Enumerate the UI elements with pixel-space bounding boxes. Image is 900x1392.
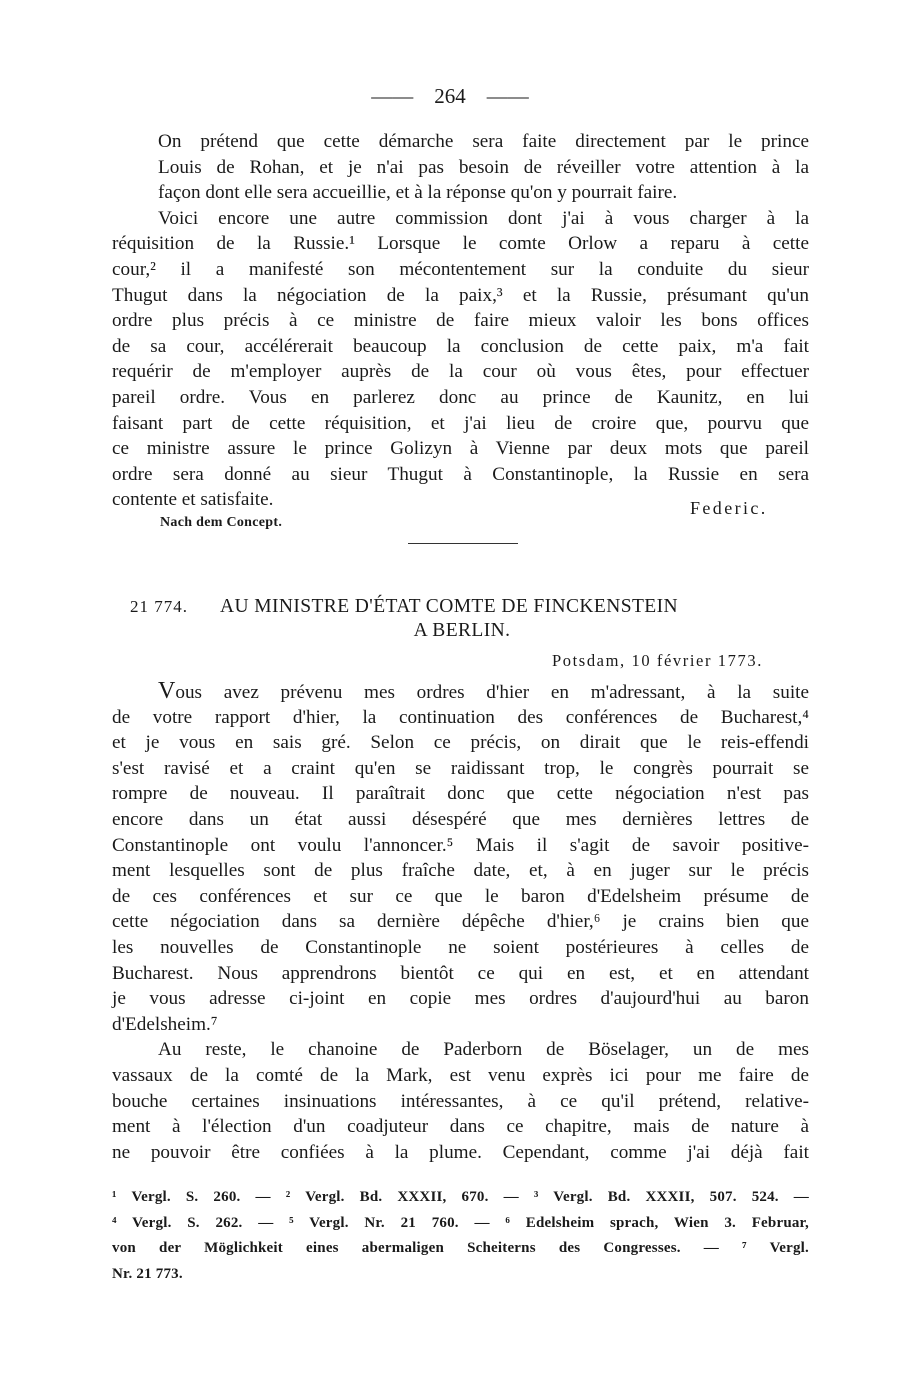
text-line: s'est ravisé et a craint qu'en se raidissant trop, le congrès pourrait se [112,757,809,779]
text-line: de votre rapport d'hier, la continuation des conférences de Bucharest,⁴ [112,706,809,728]
text-line: ne pouvoir être confiées à la plume. Cependant, comme j'ai déjà fait [112,1141,809,1163]
text-line: contente et satisfaite. [112,489,274,511]
drop-cap: V [158,678,176,704]
letter-number: 21 774. [130,597,188,616]
paragraph [112,129,809,206]
paragraph [112,206,809,513]
text-line: cette négociation dans sa dernière dépêche d'hier,⁶ je crains bien que [112,911,809,933]
paragraph [112,679,809,1037]
text-line: rompre de nouveau. Il paraîtrait donc que cette négociation n'est pas [112,783,809,805]
text-line: Constantinople ont voulu l'annoncer.⁵ Mais il s'agit de savoir positive- [112,834,809,856]
text-line: réquisition de la Russie.¹ Lorsque le comte Orlow a reparu à cette [112,233,809,255]
continued-letter-body [112,129,809,513]
text-line: ordre sera donné au sieur Thugut à Constantinople, la Russie en sera [112,463,809,485]
signature: Federic. [690,498,768,518]
page-number-dash-left: —— [371,84,414,108]
text-line: ment à l'élection d'un coadjuteur dans ce chapitre, mais de nature à [112,1116,809,1138]
text-line: encore dans un état aussi désespéré que mes dernières lettres de [112,808,809,830]
section-divider [408,543,518,544]
text-line: ordre plus précis à ce ministre de faire mieux valoir les bons offices [112,310,809,332]
text-line: et je vous en sais gré. Selon ce précis, on dirait que le reis-effendi [112,732,809,754]
text-line: Au reste, le chanoine de Paderborn de Böselager, un de mes [158,1039,809,1061]
text-line: vassaux de la comté de la Mark, est venu exprès ici pour me faire de [112,1064,809,1086]
text-line: requérir de m'employer auprès de la cour où vous êtes, pour effectuer [112,361,809,383]
footnote-line: von der Möglichkeit eines abermaligen Scheiterns des Congresses. — ⁷ Vergl. [112,1240,809,1257]
page-number: 264 [434,84,466,108]
text-line-rest: ous avez prévenu mes ordres d'hier en m'adressant, à la suite [175,682,809,703]
text-line: de ces conférences et sur ce que le baron d'Edelsheim présume de [112,885,809,907]
text-line: pareil ordre. Vous en parlerez donc au prince de Kaunitz, en lui [112,386,809,408]
text-line: faisant part de cette réquisition, et j'ai lieu de croire que, pourvu que [112,412,809,434]
letter-body [112,679,809,1165]
text-line: ment lesquelles sont de plus fraîche date, et, à en juger sur le précis [112,860,809,882]
paragraph [112,1037,809,1165]
source-note: Nach dem Concept. [160,515,283,530]
page-number-header [0,84,900,109]
footnotes [112,1188,809,1290]
text-line: Bucharest. Nous apprendrons bientôt ce qui en est, et en attendant [112,962,809,984]
text-line: ce ministre assure le prince Golizyn à Vienne par deux mots que pareil [112,438,809,460]
text-line: façon dont elle sera accueillie, et à la réponse qu'on y pourrait faire. [158,182,678,204]
text-line: Voici encore une autre commission dont j'ai à vous charger à la [158,207,809,229]
letter-dateline: Potsdam, 10 février 1773. [552,651,763,670]
page-number-dash-right: —— [486,84,529,108]
text-line: je vous adresse ci-joint en copie mes ordres d'aujourd'hui au baron [112,988,809,1010]
text-line: bouche certaines insinuations intéressantes, à ce qu'il prétend, relative- [112,1090,809,1112]
text-line: cour,² il a manifesté son mécontentement sur la conduite du sieur [112,258,809,280]
text-line: d'Edelsheim.⁷ [112,1013,218,1035]
letter-title-line-1: AU MINISTRE D'ÉTAT COMTE DE FINCKENSTEIN [220,596,678,617]
text-line: de sa cour, accélérerait beaucoup la conclusion de cette paix, m'a fait [112,335,809,357]
footnote-line: ¹ Vergl. S. 260. — ² Vergl. Bd. XXXII, 670. — ³ Vergl. Bd. XXXII, 507. 524. — [112,1189,809,1205]
text-line: On prétend que cette démarche sera faite directement par le prince [158,131,809,152]
text-line: les nouvelles de Constantinople ne soient postérieures à celles de [112,936,809,958]
letter-title-line-2: A BERLIN. [413,620,511,641]
text-line: Thugut dans la négociation de la paix,³ et la Russie, présumant qu'un [112,284,809,306]
text-line: Louis de Rohan, et je n'ai pas besoin de réveiller votre attention à la [158,156,809,178]
footnote-line: ⁴ Vergl. S. 262. — ⁵ Vergl. Nr. 21 760. — ⁶ Edelsheim sprach, Wien 3. Februar, [112,1214,809,1231]
text-line [112,679,809,705]
footnote-line: Nr. 21 773. [112,1265,183,1282]
